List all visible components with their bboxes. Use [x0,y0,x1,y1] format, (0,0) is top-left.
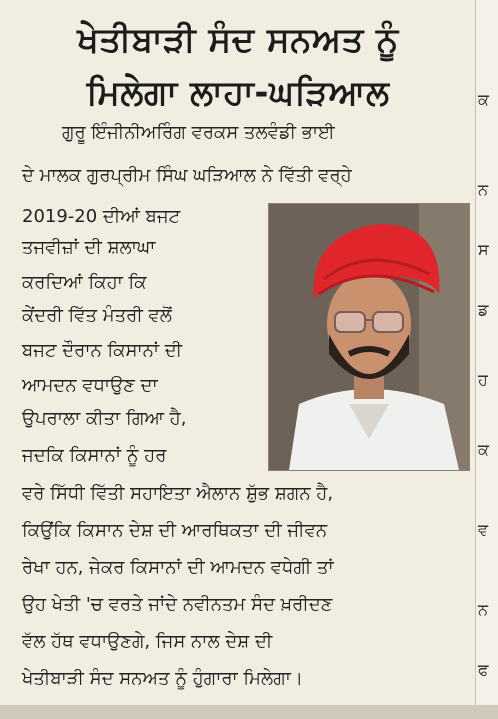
body-line-16: ਖੇਤੀਬਾੜੀ ਸੰਦ ਸਨਅਤ ਨੂੰ ਹੁੰਗਾਰਾ ਮਿਲੇਗਾ। [22,668,304,689]
portrait-illustration [269,204,469,470]
body-line-9: ਉਪਰਾਲਾ ਕੀਤਾ ਗਿਆ ਹੈ, [22,408,187,429]
body-line-5: ਕਰਦਿਆਂ ਕਿਹਾ ਕਿ [22,272,147,293]
headline-line-1: ਖੇਤੀਬਾੜੀ ਸੰਦ ਸਨਅਤ ਨੂੰ [77,20,399,60]
body-line-6: ਕੇਂਦਰੀ ਵਿੱਤ ਮੰਤਰੀ ਵਲੋਂ [22,305,172,326]
body-line-13: ਰੇਖਾ ਹਨ, ਜੇਕਰ ਕਿਸਾਨਾਂ ਦੀ ਆਮਦਨ ਵਧੇਗੀ ਤਾਂ [22,557,334,578]
headline-line-2: ਮਿਲੇਗਾ ਲਾਹਾ-ਘੜਿਆਲ [86,73,390,113]
body-line-3: 2019-20 ਦੀਆਂ ਬਜਟ [22,206,181,227]
bottom-edge [0,705,498,719]
body-line-15: ਵੱਲ ਹੱਥ ਵਧਾਉਣਗੇ, ਜਿਸ ਨਾਲ ਦੇਸ਼ ਦੀ [22,631,273,652]
portrait-photo [268,203,470,471]
body-line-12: ਕਿਉਂਕਿ ਕਿਸਾਨ ਦੇਸ਼ ਦੀ ਆਰਥਿਕਤਾ ਦੀ ਜੀਵਨ [22,520,328,541]
body-line-7: ਬਜਟ ਦੌਰਾਨ ਕਿਸਾਨਾਂ ਦੀ [22,340,183,361]
body-line-4: ਤਜਵੀਜ਼ਾਂ ਦੀ ਸ਼ਲਾਘਾ [22,237,156,258]
body-line-8: ਆਮਦਨ ਵਧਾਉਣ ਦਾ [22,375,158,396]
body-line-2: ਦੇ ਮਾਲਕ ਗੁਰਪ੍ਰੀਮ ਸਿੰਘ ਘੜਿਆਲ ਨੇ ਵਿੱਤੀ ਵਰ੍ਹੇ [22,165,352,186]
adjacent-column: ਕ ਨ ਸ ਡ ਹ ਕ ਵ ਨ ਫ [476,0,498,719]
body-line-14: ਉਹ ਖੇਤੀ 'ਚ ਵਰਤੇ ਜਾਂਦੇ ਨਵੀਨਤਮ ਸੰਦ ਖ਼ਰੀਦਣ [22,594,333,615]
body-line-10: ਜਦਕਿ ਕਿਸਾਨਾਂ ਨੂੰ ਹਰ [22,445,167,466]
body-line-1: ਗੁਰੂ ਇੰਜੀਨੀਅਰਿੰਗ ਵਰਕਸ ਤਲਵੰਡੀ ਭਾਈ [62,122,335,143]
body-line-11: ਵਰੇ ਸਿੱਧੀ ਵਿੱਤੀ ਸਹਾਇਤਾ ਐਲਾਨ ਸ਼ੁੱਭ ਸ਼ਗਨ ਹੈ, [22,483,334,504]
